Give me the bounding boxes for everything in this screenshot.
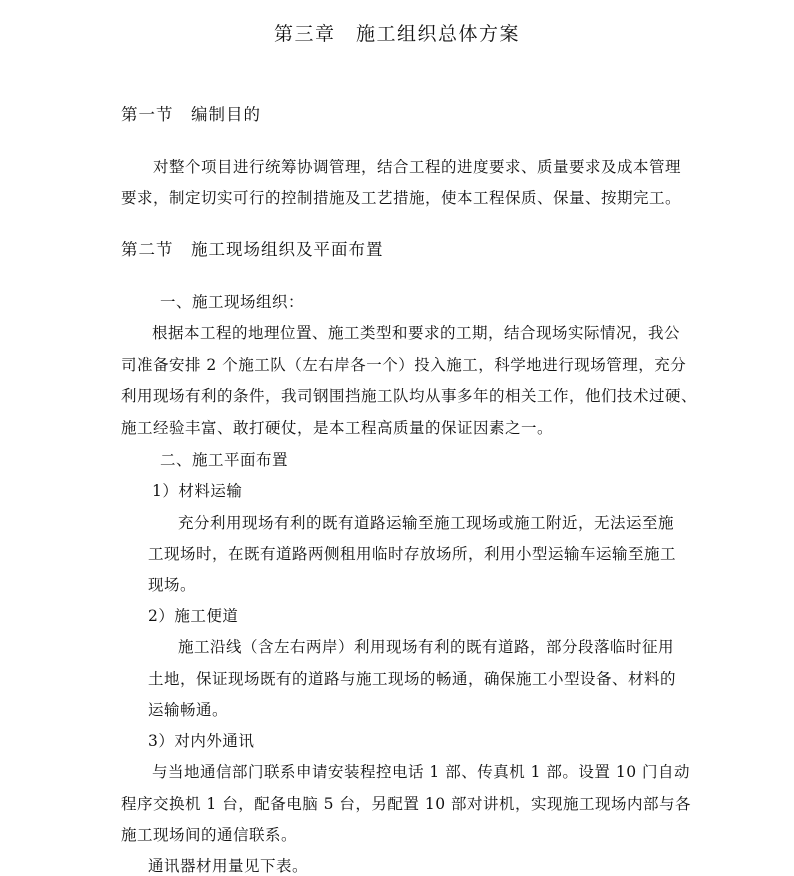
subsection-1-paragraph-line: 根据本工程的地理位置、施工类型和要求的工期，结合现场实际情况，我公	[152, 324, 681, 342]
item-3-paragraph-line: 与当地通信部门联系申请安装程控电话 1 部、传真机 1 部。设置 10 门自动	[152, 763, 691, 781]
item-1-paragraph-line: 现场。	[148, 576, 197, 594]
item-3-heading: 3）对内外通讯	[148, 732, 255, 750]
item-3-paragraph-line: 程序交换机 1 台，配备电脑 5 台，另配置 10 部对讲机，实现施工现场内部与各	[121, 795, 692, 813]
section-1-paragraph-line: 对整个项目进行统筹协调管理，结合工程的进度要求、质量要求及成本管理	[153, 158, 682, 176]
subsection-2-heading: 二、施工平面布置	[160, 451, 289, 469]
item-2-paragraph-line: 施工沿线（含左右两岸）利用现场有利的既有道路，部分段落临时征用	[178, 638, 675, 656]
item-1-heading: 1）材料运输	[152, 482, 243, 500]
section-1-paragraph-line: 要求，制定切实可行的控制措施及工艺措施，使本工程保质、保量、按期完工。	[121, 189, 682, 207]
subsection-1-paragraph-line: 利用现场有利的条件，我司钢围挡施工队均从事多年的相关工作，他们技术过硬、	[121, 387, 698, 405]
section-2-heading: 第二节 施工现场组织及平面布置	[121, 240, 384, 259]
section-1-heading: 第一节 编制目的	[121, 105, 261, 124]
subsection-1-paragraph-line: 司准备安排 2 个施工队（左右岸各一个）投入施工，科学地进行现场管理，充分	[121, 356, 687, 374]
item-3-paragraph-line: 通讯器材用量见下表。	[148, 857, 309, 875]
subsection-1-heading: 一、施工现场组织：	[160, 293, 305, 311]
item-1-paragraph-line: 工现场时，在既有道路两侧租用临时存放场所，利用小型运输车运输至施工	[148, 545, 677, 563]
item-1-paragraph-line: 充分利用现场有利的既有道路运输至施工现场或施工附近，无法运至施	[178, 514, 675, 532]
item-2-paragraph-line: 运输畅通。	[148, 701, 229, 719]
subsection-1-paragraph-line: 施工经验丰富、敢打硬仗，是本工程高质量的保证因素之一。	[121, 419, 554, 437]
item-2-paragraph-line: 土地，保证现场既有的道路与施工现场的畅通，确保施工小型设备、材料的	[148, 670, 677, 688]
chapter-title: 第三章 施工组织总体方案	[273, 23, 520, 45]
item-3-paragraph-line: 施工现场间的通信联系。	[121, 826, 298, 844]
item-2-heading: 2）施工便道	[148, 607, 239, 625]
